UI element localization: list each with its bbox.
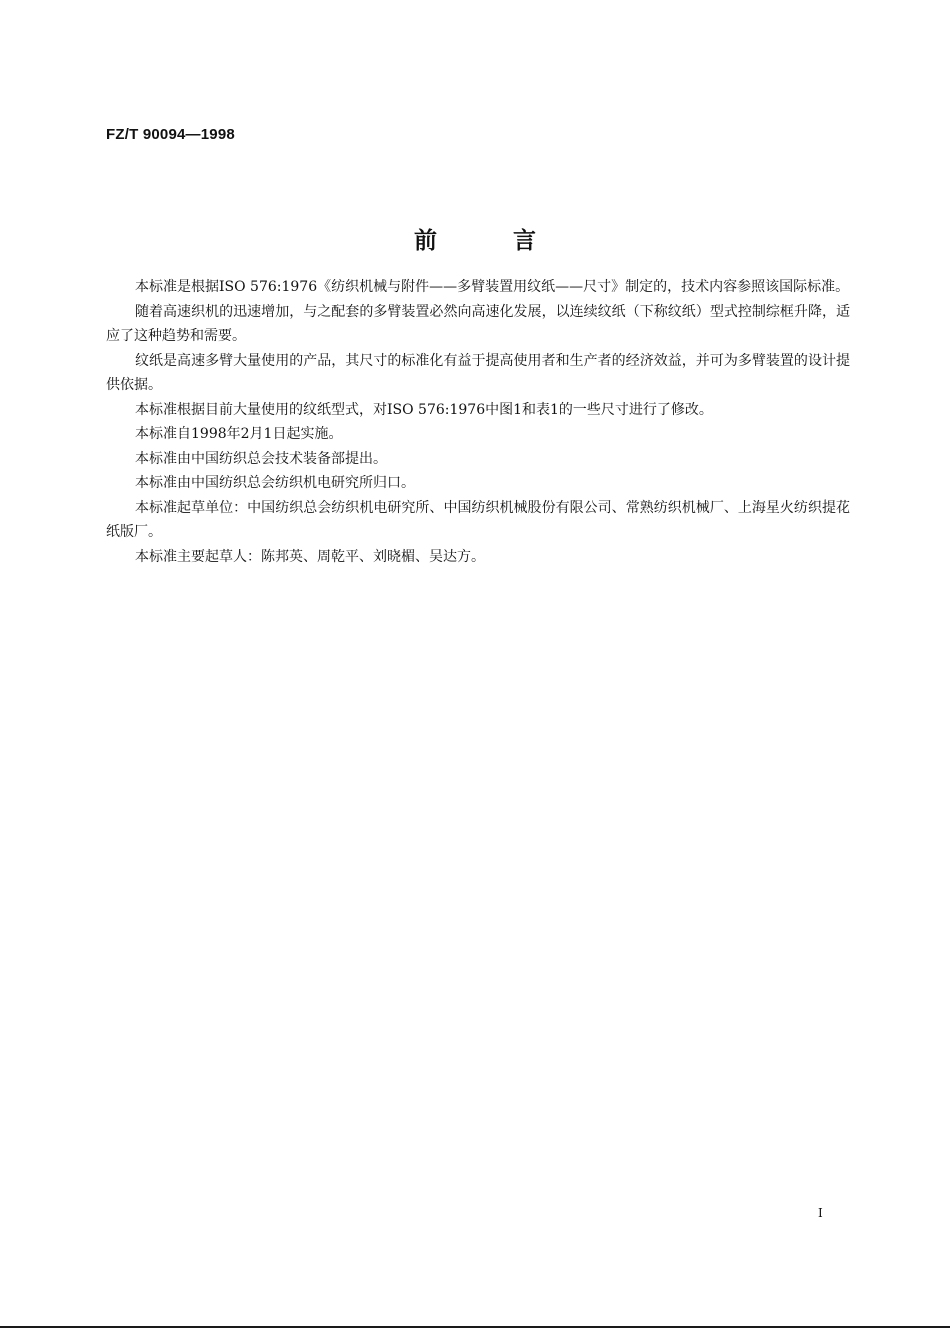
- preface-paragraph: 本标准是根据ISO 576:1976《纺织机械与附件——多臂装置用纹纸——尺寸》制定的，技术内容参照该国际标准。: [135, 279, 850, 295]
- preface-paragraph: 本标准由中国纺织总会技术装备部提出。: [135, 450, 387, 467]
- preface-paragraph: 本标准起草单位：中国纺织总会纺织机电研究所、中国纺织机械股份有限公司、常熟纺织机械厂、上海星火纺织提花纸版厂。: [106, 499, 850, 540]
- preface-paragraph: 本标准自1998年2月1日起实施。: [135, 426, 343, 442]
- preface-paragraph: 本标准主要起草人：陈邦英、周乾平、刘晓楣、吴达方。: [135, 548, 485, 565]
- preface-title: 前言: [414, 228, 612, 254]
- preface-body: [106, 275, 850, 569]
- bottom-rule: [0, 1326, 950, 1328]
- preface-paragraph: 随着高速织机的迅速增加，与之配套的多臂装置必然向高速化发展，以连续纹纸（下称纹纸）型式控制综框升降，适应了这种趋势和需要。: [106, 303, 850, 344]
- standard-code: FZ/T 90094—1998: [106, 126, 235, 143]
- preface-paragraph: 本标准根据目前大量使用的纹纸型式，对ISO 576:1976中图1和表1的一些尺寸进行了修改。: [135, 401, 713, 418]
- page-number: I: [818, 1206, 823, 1220]
- preface-paragraph: 纹纸是高速多臂大量使用的产品，其尺寸的标准化有益于提高使用者和生产者的经济效益，并可为多臂装置的设计提供依据。: [106, 352, 850, 393]
- preface-paragraph: 本标准由中国纺织总会纺织机电研究所归口。: [135, 475, 415, 491]
